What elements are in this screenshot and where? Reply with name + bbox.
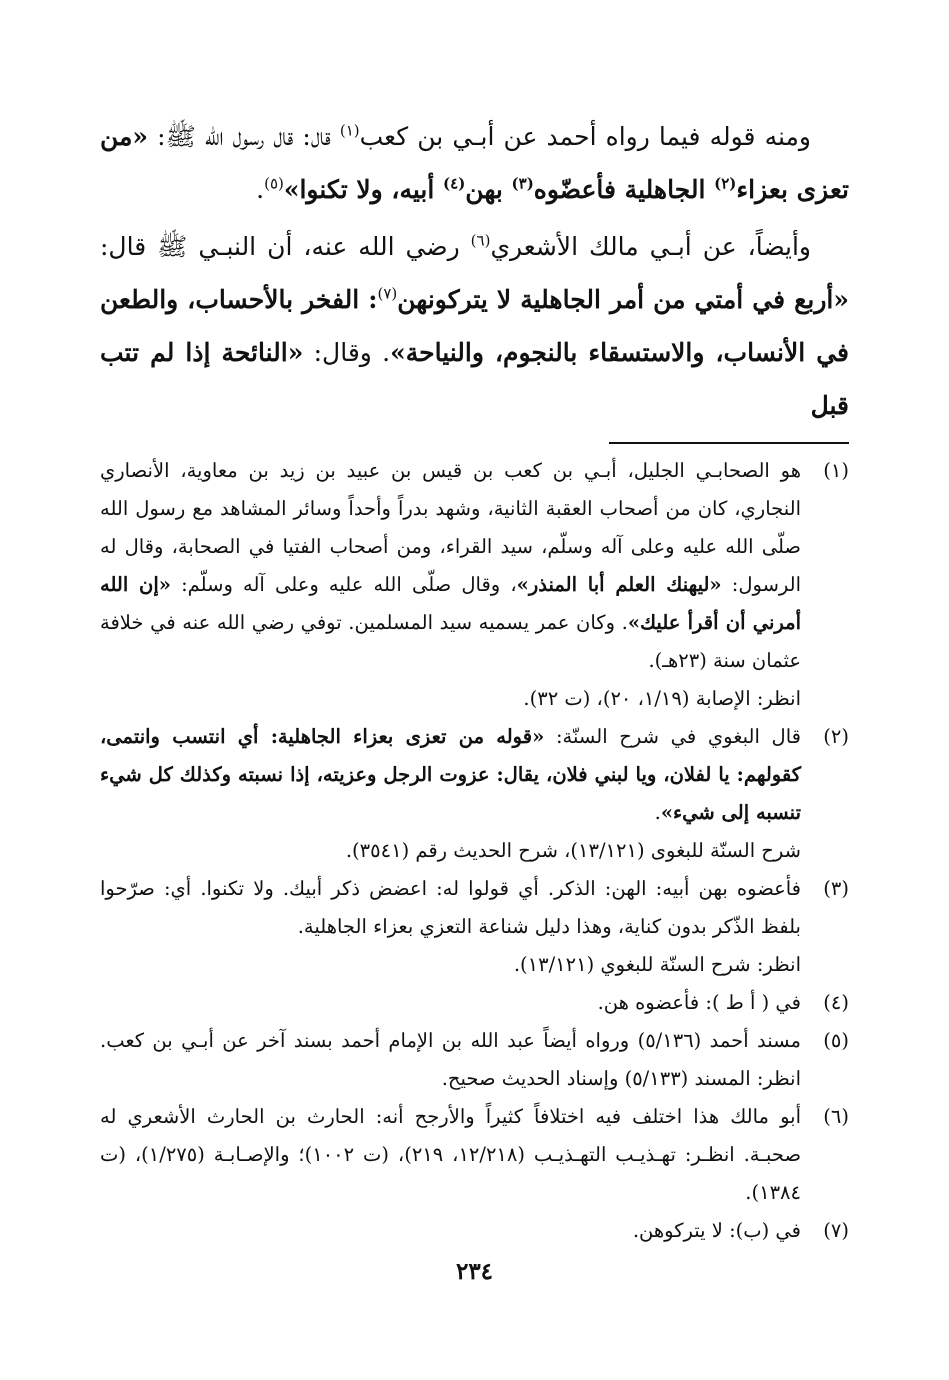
footnote-3 xyxy=(100,870,849,984)
text: قال: قال رسول الله ﷺ: xyxy=(157,122,340,151)
footnote-6 xyxy=(100,1098,849,1212)
text: . وكان عمر يسميه سيد المسلمين. توفي رضي الله عنه في خلافة عثمان سنة (٢٣هـ). xyxy=(100,611,801,672)
footnote-reference: انظر: شرح السنّة للبغوي (١٣/١٢١). xyxy=(513,953,801,976)
hadith-quote: «إن الله أمرني أن أقرأ عليك» xyxy=(100,573,801,634)
footnote-number: (٥) xyxy=(823,1029,849,1052)
text: أبو مالك هذا اختلف فيه اختلافاً كثيراً والأرجح أنه: الحارث بن الحارث الأشعري له صحبـة. انظـر: تهـذيـب التهـذيـب (١٢/٢١٨، ٢١٩)، (ت ١٠٠٢)؛ والإصـابـة (١/٢٧٥)، (ت ١٣٨٤). xyxy=(100,1105,801,1204)
page-content xyxy=(100,110,849,1250)
footnote-body xyxy=(100,1212,801,1250)
footnote-ref-3[interactable]: (٣) xyxy=(511,174,534,193)
hadith-quote: «ليهنك العلم أبا المنذر» xyxy=(516,573,722,596)
footnote-reference: انظر: الإصابة (١/١٩، ٢٠)، (ت ٣٢). xyxy=(523,687,801,710)
footnote-number: (٢) xyxy=(823,725,849,748)
footnotes xyxy=(100,452,849,1250)
hadith-quote: : الفخر بالأحساب، والطعن في الأنساب، والاستسقاء بالنجوم، والنياحة» xyxy=(100,285,849,367)
quote: «قوله من تعزى بعزاء الجاهلية: أي انتسب وانتمى، كقولهم: يا لفلان، ويا لبني فلان، يقال: عزوت الرجل وعزيته، إذا نسبته وكذلك كل شيء تنسبه إلى شيء» xyxy=(100,725,801,824)
footnote-ref-7[interactable]: (٧) xyxy=(377,284,398,303)
footnote-separator xyxy=(609,442,849,444)
footnote-ref-5[interactable]: (٥) xyxy=(264,174,284,193)
paragraph-2 xyxy=(100,220,849,432)
text: فأعضوه بهن أبيه: الهن: الذكر. أي قولوا له: اعضض ذكر أبيك. ولا تكنوا. أي: صرّحوا بلفظ الذّكر بدون كناية، وهذا دليل شناعة التعزي بعزاء الجاهلية. xyxy=(100,877,801,938)
text: . xyxy=(256,175,265,204)
footnote-number: (١) xyxy=(823,459,849,482)
footnote-body xyxy=(100,870,801,984)
text: . xyxy=(654,801,661,824)
text: في (ب): لا يتركوهن. xyxy=(632,1219,801,1242)
text: هو الصحابـي الجليل، أبـي بن كعب بن قيس بن عبيد بن زيد بن معاوية، الأنصاري النجاري، كان من أصحاب العقبة الثانية، وشهد بدراً وأحداً وسائر المشاهد مع رسول الله صلّى الله عليه وعلى آله وسلّم، سيد القراء، ومن أصحاب الفتيا في الصحابة، وقال له الرسول: xyxy=(100,459,802,596)
footnote-5 xyxy=(100,1022,849,1098)
footnote-body xyxy=(100,984,801,1022)
hadith-quote: الجاهلية فأعضّوه xyxy=(533,175,715,204)
text: قال البغوي في شرح السنّة: xyxy=(544,725,801,748)
text: وأيضاً، عن أبـي مالك الأشعري xyxy=(490,232,811,261)
hadith-quote: «النائحة إذا لم تتب قبل xyxy=(100,338,849,420)
footnote-ref-4[interactable]: (٤) xyxy=(443,174,466,193)
footnote-body xyxy=(100,1098,801,1212)
footnote-7 xyxy=(100,1212,849,1250)
footnote-body xyxy=(100,1022,801,1098)
hadith-quote: بهن xyxy=(465,175,512,204)
footnote-ref-2[interactable]: (٢) xyxy=(714,174,737,193)
footnote-ref-1[interactable]: (١) xyxy=(339,121,360,140)
text: في ( أ ط ): فأعضوه هن. xyxy=(597,991,801,1014)
footnote-body xyxy=(100,718,801,870)
hadith-quote: أبيه، ولا تكنوا» xyxy=(283,175,444,204)
hadith-quote: «أربع في أمتي من أمر الجاهلية لا يتركونهن xyxy=(397,285,849,314)
text: ، وقال صلّى الله عليه وعلى آله وسلّم: xyxy=(170,573,517,596)
footnote-number: (٣) xyxy=(823,877,849,900)
text: مسند أحمد (٥/١٣٦) ورواه أيضاً عبد الله بن الإمام أحمد بسند آخر عن أبـي بن كعب. انظر: المسند (٥/١٣٣) وإسناد الحديث صحيح. xyxy=(100,1029,801,1090)
footnote-body xyxy=(100,452,801,718)
text: رضي الله عنه، أن النبـي ﷺ قال: xyxy=(100,232,471,261)
footnote-number: (٧) xyxy=(823,1219,849,1242)
footnote-reference: شرح السنّة للبغوى (١٣/١٢١)، شرح الحديث رقم (٣٥٤١). xyxy=(345,839,801,862)
paragraph-1 xyxy=(100,110,849,216)
footnote-1 xyxy=(100,452,849,718)
footnote-number: (٤) xyxy=(823,991,849,1014)
main-text xyxy=(100,110,849,432)
footnote-2 xyxy=(100,718,849,870)
page-number: ٢٣٤ xyxy=(455,1258,494,1285)
footnote-number: (٦) xyxy=(823,1105,849,1128)
text: ومنه قوله فيما رواه أحمد عن أبـي بن كعب xyxy=(359,122,811,151)
text: . وقال: xyxy=(303,338,391,367)
hadith-quote: «من تعزى بعزاء xyxy=(100,122,849,204)
footnote-4 xyxy=(100,984,849,1022)
footnote-ref-6[interactable]: (٦) xyxy=(470,231,491,250)
